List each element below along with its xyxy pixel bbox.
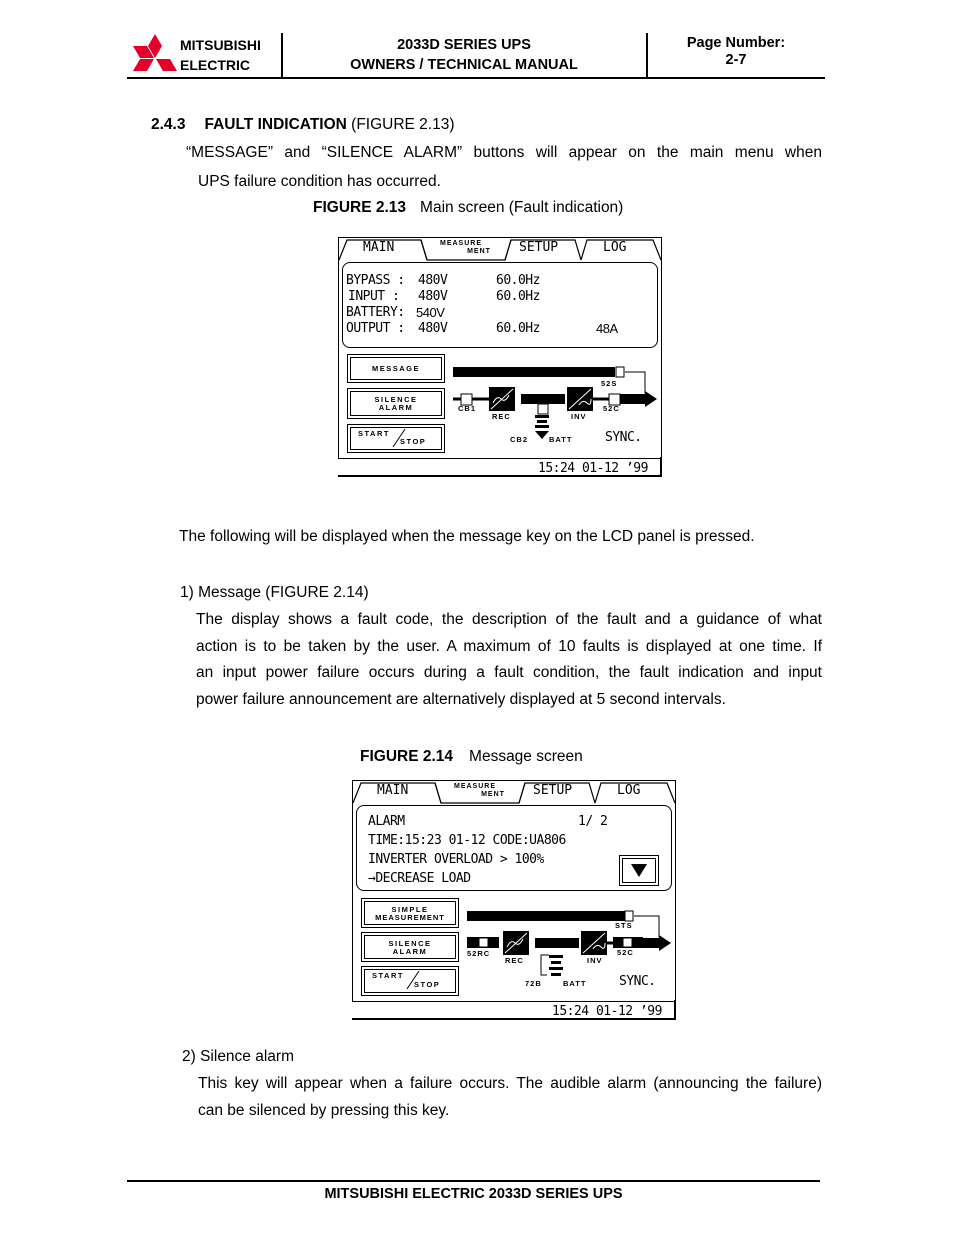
label-52rc: 52RC — [467, 949, 491, 958]
tab-log[interactable]: LOG — [617, 783, 641, 798]
mitsubishi-logo-icon — [133, 34, 177, 74]
slash-icon — [392, 428, 406, 448]
tab-main[interactable]: MAIN — [377, 783, 409, 798]
page-number: 2-7 — [725, 52, 747, 68]
item-1-line: The display shows a fault code, the description of the fault and a guidance of what — [196, 611, 822, 628]
brand-line-1: MITSUBISHI — [180, 37, 261, 53]
label-sts: STS — [615, 921, 633, 930]
alarm-time-code: TIME:15:23 01-12 CODE:UA806 — [368, 833, 566, 848]
start-stop-button[interactable]: START STOP — [361, 966, 459, 996]
section-heading — [151, 111, 455, 138]
footer-text: MITSUBISHI ELECTRIC 2033D SERIES UPS — [324, 1186, 623, 1202]
tab-measurement-top: MEASURE — [453, 783, 496, 790]
label-72b: 72B — [525, 979, 542, 988]
alarm-title: ALARM — [368, 814, 405, 829]
label-52s: 52S — [601, 379, 618, 388]
paragraph: The following will be displayed when the message key on the LCD panel is pressed. — [179, 528, 755, 545]
label-batt: BATT — [563, 979, 587, 988]
tab-measurement-bottom: MENT — [481, 791, 505, 798]
caption-text: Message screen — [469, 748, 583, 765]
caption-number: FIGURE 2.13 — [313, 199, 407, 216]
alarm-lines — [368, 812, 618, 888]
item-2-line: This key will appear when a failure occurs. The audible alarm (announcing the failure) — [198, 1075, 822, 1092]
item-1-line: an input power failure occurs during a fault condition, the fault indication and input — [196, 664, 822, 681]
section-title: FAULT INDICATION — [204, 116, 347, 133]
alarm-description: INVERTER OVERLOAD > 100% — [368, 852, 544, 867]
label-52c: 52C — [617, 948, 634, 957]
tab-main[interactable]: MAIN — [363, 240, 395, 255]
label-inv: INV — [587, 956, 603, 965]
header-title-2: OWNERS / TECHNICAL MANUAL — [350, 57, 578, 73]
label-cb2: CB2 — [510, 435, 529, 444]
label-rec: REC — [505, 956, 524, 965]
tab-measurement[interactable] — [439, 783, 511, 799]
start-stop-button[interactable]: START STOP — [347, 424, 445, 453]
alarm-guidance: →DECREASE LOAD — [368, 871, 471, 886]
item-2-heading: 2) Silence alarm — [182, 1048, 294, 1065]
silence-alarm-button[interactable]: SILENCE ALARM — [361, 932, 459, 962]
label-rec: REC — [492, 412, 511, 421]
slash-icon — [406, 970, 420, 990]
item-1-heading: 1) Message (FIGURE 2.14) — [180, 584, 369, 601]
lcd-baseline-edge — [660, 457, 662, 476]
simple-measurement-button[interactable]: SIMPLE MEASUREMENT — [361, 898, 459, 928]
tab-measurement-top: MEASURE — [439, 240, 482, 247]
lcd-timestamp: 15:24 01-12 ’99 — [538, 461, 648, 476]
row-bypass: BYPASS : 480V 60.0Hz — [346, 273, 540, 288]
intro-line: “MESSAGE” and “SILENCE ALARM” buttons will appear on the main menu when — [186, 144, 822, 161]
message-button[interactable]: MESSAGE — [347, 354, 445, 383]
silence-alarm-button[interactable]: SILENCE ALARM — [347, 388, 445, 419]
lcd-message-screen — [352, 780, 676, 1002]
row-input: INPUT : 480V 60.0Hz — [348, 289, 540, 304]
label-batt: BATT — [549, 435, 573, 444]
item-2-line: can be silenced by pressing this key. — [198, 1102, 450, 1119]
intro-line: UPS failure condition has occurred. — [198, 173, 441, 190]
row-battery: BATTERY: 540V — [346, 305, 445, 320]
caption-text: Main screen (Fault indication) — [420, 199, 624, 216]
scroll-down-button[interactable] — [619, 855, 659, 886]
brand-line-2: ELECTRIC — [180, 57, 250, 73]
alarm-page-indicator: 1/ 2 — [578, 814, 608, 829]
tab-measurement[interactable] — [425, 240, 497, 256]
page-label: Page Number: — [686, 35, 786, 51]
measurement-rows — [346, 273, 646, 337]
sync-status: SYNC. — [619, 974, 656, 989]
label-52c: 52C — [603, 404, 620, 413]
triangle-down-icon — [631, 864, 647, 878]
tab-measurement-bottom: MENT — [467, 248, 491, 255]
figure-14-caption — [360, 743, 583, 770]
label-cb1: CB1 — [458, 404, 477, 413]
tab-log[interactable]: LOG — [603, 240, 627, 255]
lcd-main-screen — [338, 237, 662, 459]
caption-number: FIGURE 2.14 — [360, 748, 454, 765]
tab-setup[interactable]: SETUP — [533, 783, 573, 798]
figure-13-caption — [313, 194, 623, 221]
lcd-baseline-edge — [674, 1000, 676, 1019]
footer-rule — [127, 1180, 820, 1182]
header-rule — [127, 77, 825, 79]
lcd-timestamp: 15:24 01-12 ’99 — [552, 1004, 662, 1019]
item-1-line: power failure announcement are alternatively displayed at 5 second intervals. — [196, 691, 726, 708]
label-inv: INV — [571, 412, 587, 421]
tab-setup[interactable]: SETUP — [519, 240, 559, 255]
sync-status: SYNC. — [605, 430, 642, 445]
section-figure-ref: (FIGURE 2.13) — [351, 116, 455, 133]
item-1-line: action is to be taken by the user. A maximum of 10 faults is displayed at one time. If — [196, 638, 822, 655]
row-output: OUTPUT : 480V 60.0Hz 48A — [346, 321, 618, 336]
section-number: 2.4.3 — [151, 116, 186, 133]
header-title-1: 2033D SERIES UPS — [397, 37, 531, 53]
